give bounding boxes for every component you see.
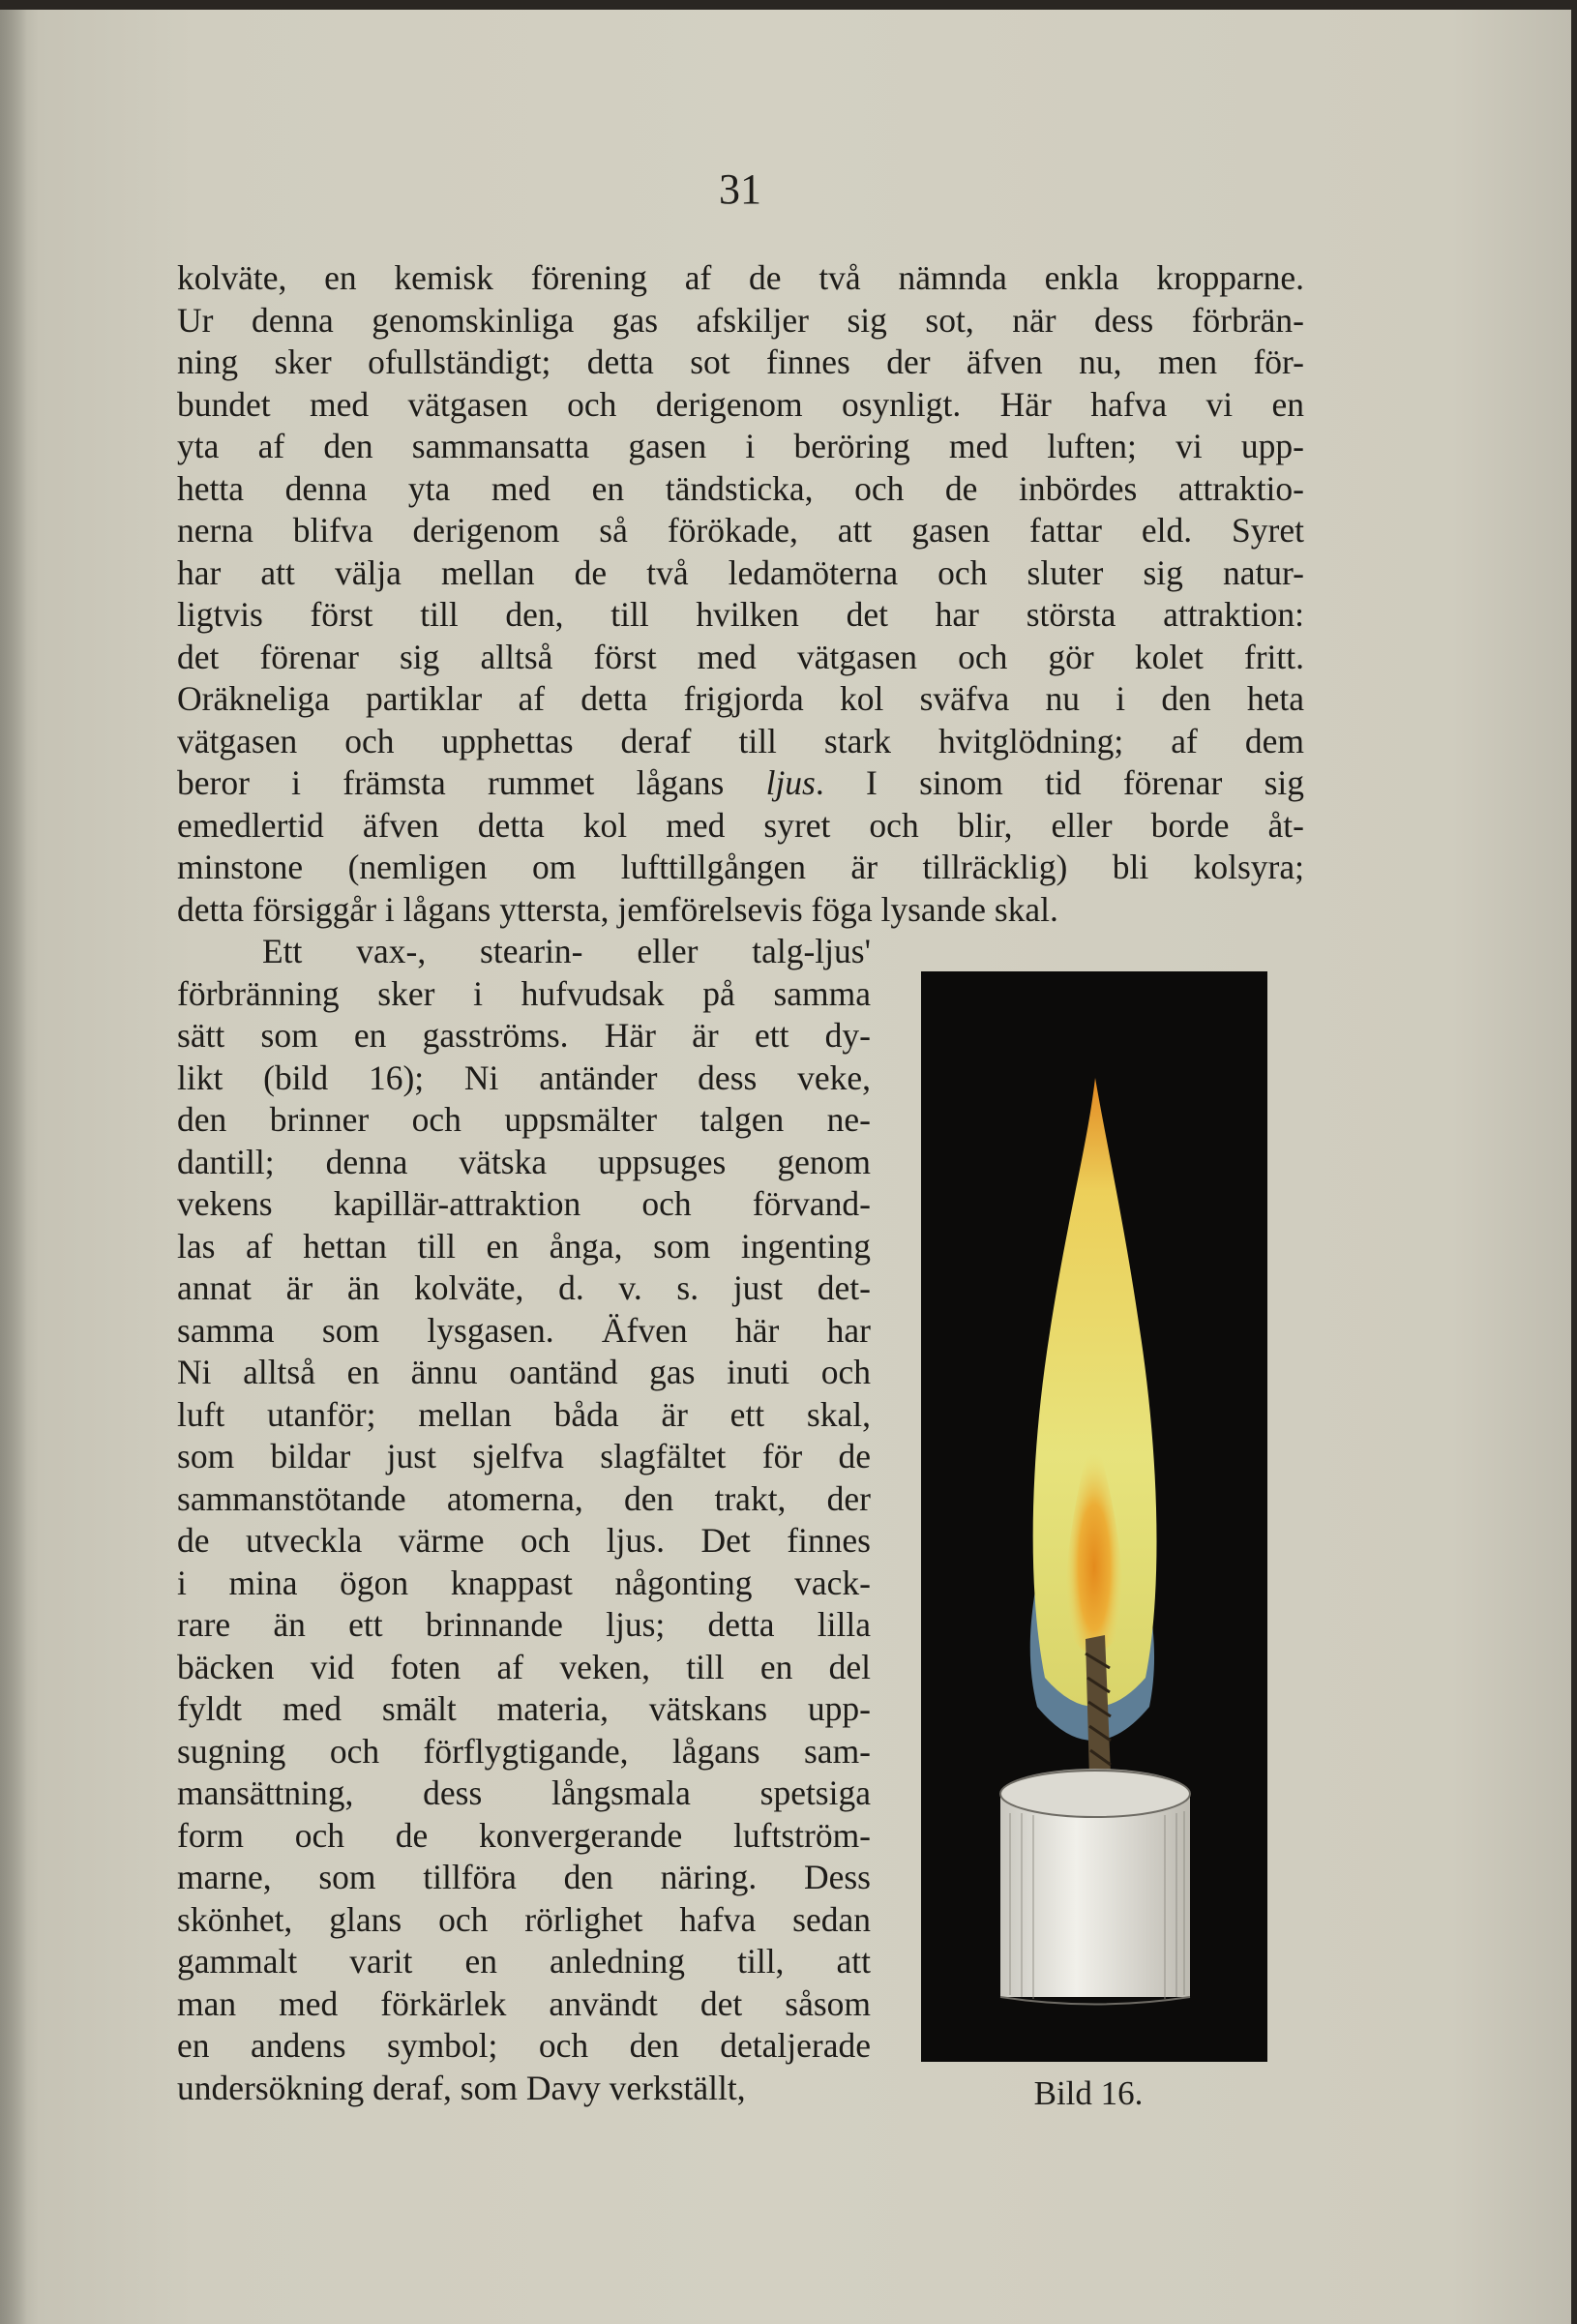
- text-line: bäcken vid foten af veken, till en del: [177, 1647, 871, 1686]
- text-line: det förenar sig alltså först med vätgasen och gör kolet fritt.: [177, 637, 1304, 676]
- text-line: likt (bild 16); Ni antänder dess veke,: [177, 1058, 871, 1097]
- text-line: minstone (nemligen om lufttillgången är tillräcklig) bli kolsyra;: [177, 848, 1304, 886]
- text-line: de utveckla värme och ljus. Det finnes: [177, 1521, 871, 1560]
- text-line: den brinner och uppsmälter talgen ne-: [177, 1100, 871, 1139]
- figure-caption: Bild 16.: [1033, 2074, 1144, 2112]
- text-line: undersökning deraf, som Davy verkställt,: [177, 2068, 746, 2107]
- text-line: las af hettan till en ånga, som ingenting: [177, 1226, 871, 1266]
- text-line: samma som lysgasen. Äfven här har: [177, 1310, 871, 1350]
- text-line: marne, som tillföra den näring. Dess: [177, 1858, 871, 1896]
- text-line: gammalt varit en anledning till, att: [177, 1942, 871, 1981]
- text-line: detta försiggår i lågans yttersta, jemförelsevis föga lysande skal.: [177, 889, 1058, 929]
- text-line: har att välja mellan de två ledamöterna och sluter sig natur-: [177, 552, 1304, 592]
- text-line: Ur denna genomskinliga gas afskiljer sig sot, när dess förbrän-: [177, 300, 1304, 340]
- text-line: vekens kapillär-attraktion och förvand-: [177, 1184, 871, 1223]
- text-line: sugning och förflygtigande, lågans sam-: [177, 1731, 871, 1771]
- text-line: vätgasen och upphettas deraf till stark hvitglödning; af dem: [177, 721, 1304, 760]
- text-line: annat är än kolväte, d. v. s. just det-: [177, 1268, 871, 1307]
- text-line: yta af den sammansatta gasen i beröring med luften; vi upp-: [177, 427, 1304, 465]
- text-line: ning sker ofullständigt; detta sot finnes der äfven nu, men för-: [177, 343, 1304, 381]
- text-line: emedlertid äfven detta kol med syret och blir, eller borde åt-: [177, 805, 1304, 845]
- book-page: [0, 10, 1571, 2324]
- paragraph-1: [177, 257, 1304, 931]
- figure-candle: [921, 971, 1267, 2062]
- text-line: Ni alltså en ännu oantänd gas inuti och: [177, 1353, 871, 1391]
- text-line: en andens symbol; och den detaljerade: [177, 2026, 871, 2065]
- text-line: hetta denna yta med en tändsticka, och de inbördes attraktio-: [177, 468, 1304, 508]
- text-line: sammanstötande atomerna, den trakt, der: [177, 1478, 871, 1518]
- text-line: Ett vax-, stearin- eller talg-ljus': [262, 932, 871, 970]
- text-line: rare än ett brinnande ljus; detta lilla: [177, 1605, 871, 1644]
- text-line: man med förkärlek användt det såsom: [177, 1983, 871, 2023]
- text-line: luft utanför; mellan båda är ett skal,: [177, 1394, 871, 1434]
- candle-flame-icon: [921, 971, 1267, 2062]
- text-line: form och de konvergerande luftström-: [177, 1815, 871, 1855]
- page-edge-shadow: [0, 10, 27, 2324]
- text-line: Oräkneliga partiklar af detta frigjorda kol sväfva nu i den heta: [177, 679, 1304, 718]
- text-line: dantill; denna vätska uppsuges genom: [177, 1142, 871, 1181]
- text-line: ligtvis först till den, till hvilken det har största attraktion:: [177, 595, 1304, 634]
- text-line: bundet med vätgasen och derigenom osynligt. Här hafva vi en: [177, 384, 1304, 424]
- text-line: fyldt med smält materia, vätskans upp-: [177, 1689, 871, 1728]
- text-line: beror i främsta rummet lågans ljus. I sinom tid förenar sig: [177, 763, 1304, 802]
- text-line: mansättning, dess långsmala spetsiga: [177, 1773, 871, 1812]
- text-line: som bildar just sjelfva slagfältet för de: [177, 1437, 871, 1475]
- text-line: sätt som en gasströms. Här är ett dy-: [177, 1016, 871, 1055]
- text-line: nerna blifva derigenom så förökade, att gasen fattar eld. Syret: [177, 511, 1304, 550]
- text-line: förbränning sker i hufvudsak på samma: [177, 973, 871, 1013]
- paragraph-2: [177, 931, 871, 2109]
- page-number: 31: [719, 165, 761, 213]
- text-line: i mina ögon knappast någonting vack-: [177, 1563, 871, 1602]
- text-line: skönhet, glans och rörlighet hafva sedan: [177, 1899, 871, 1939]
- text-line: kolväte, en kemisk förening af de två nämnda enkla kropparne.: [177, 258, 1304, 297]
